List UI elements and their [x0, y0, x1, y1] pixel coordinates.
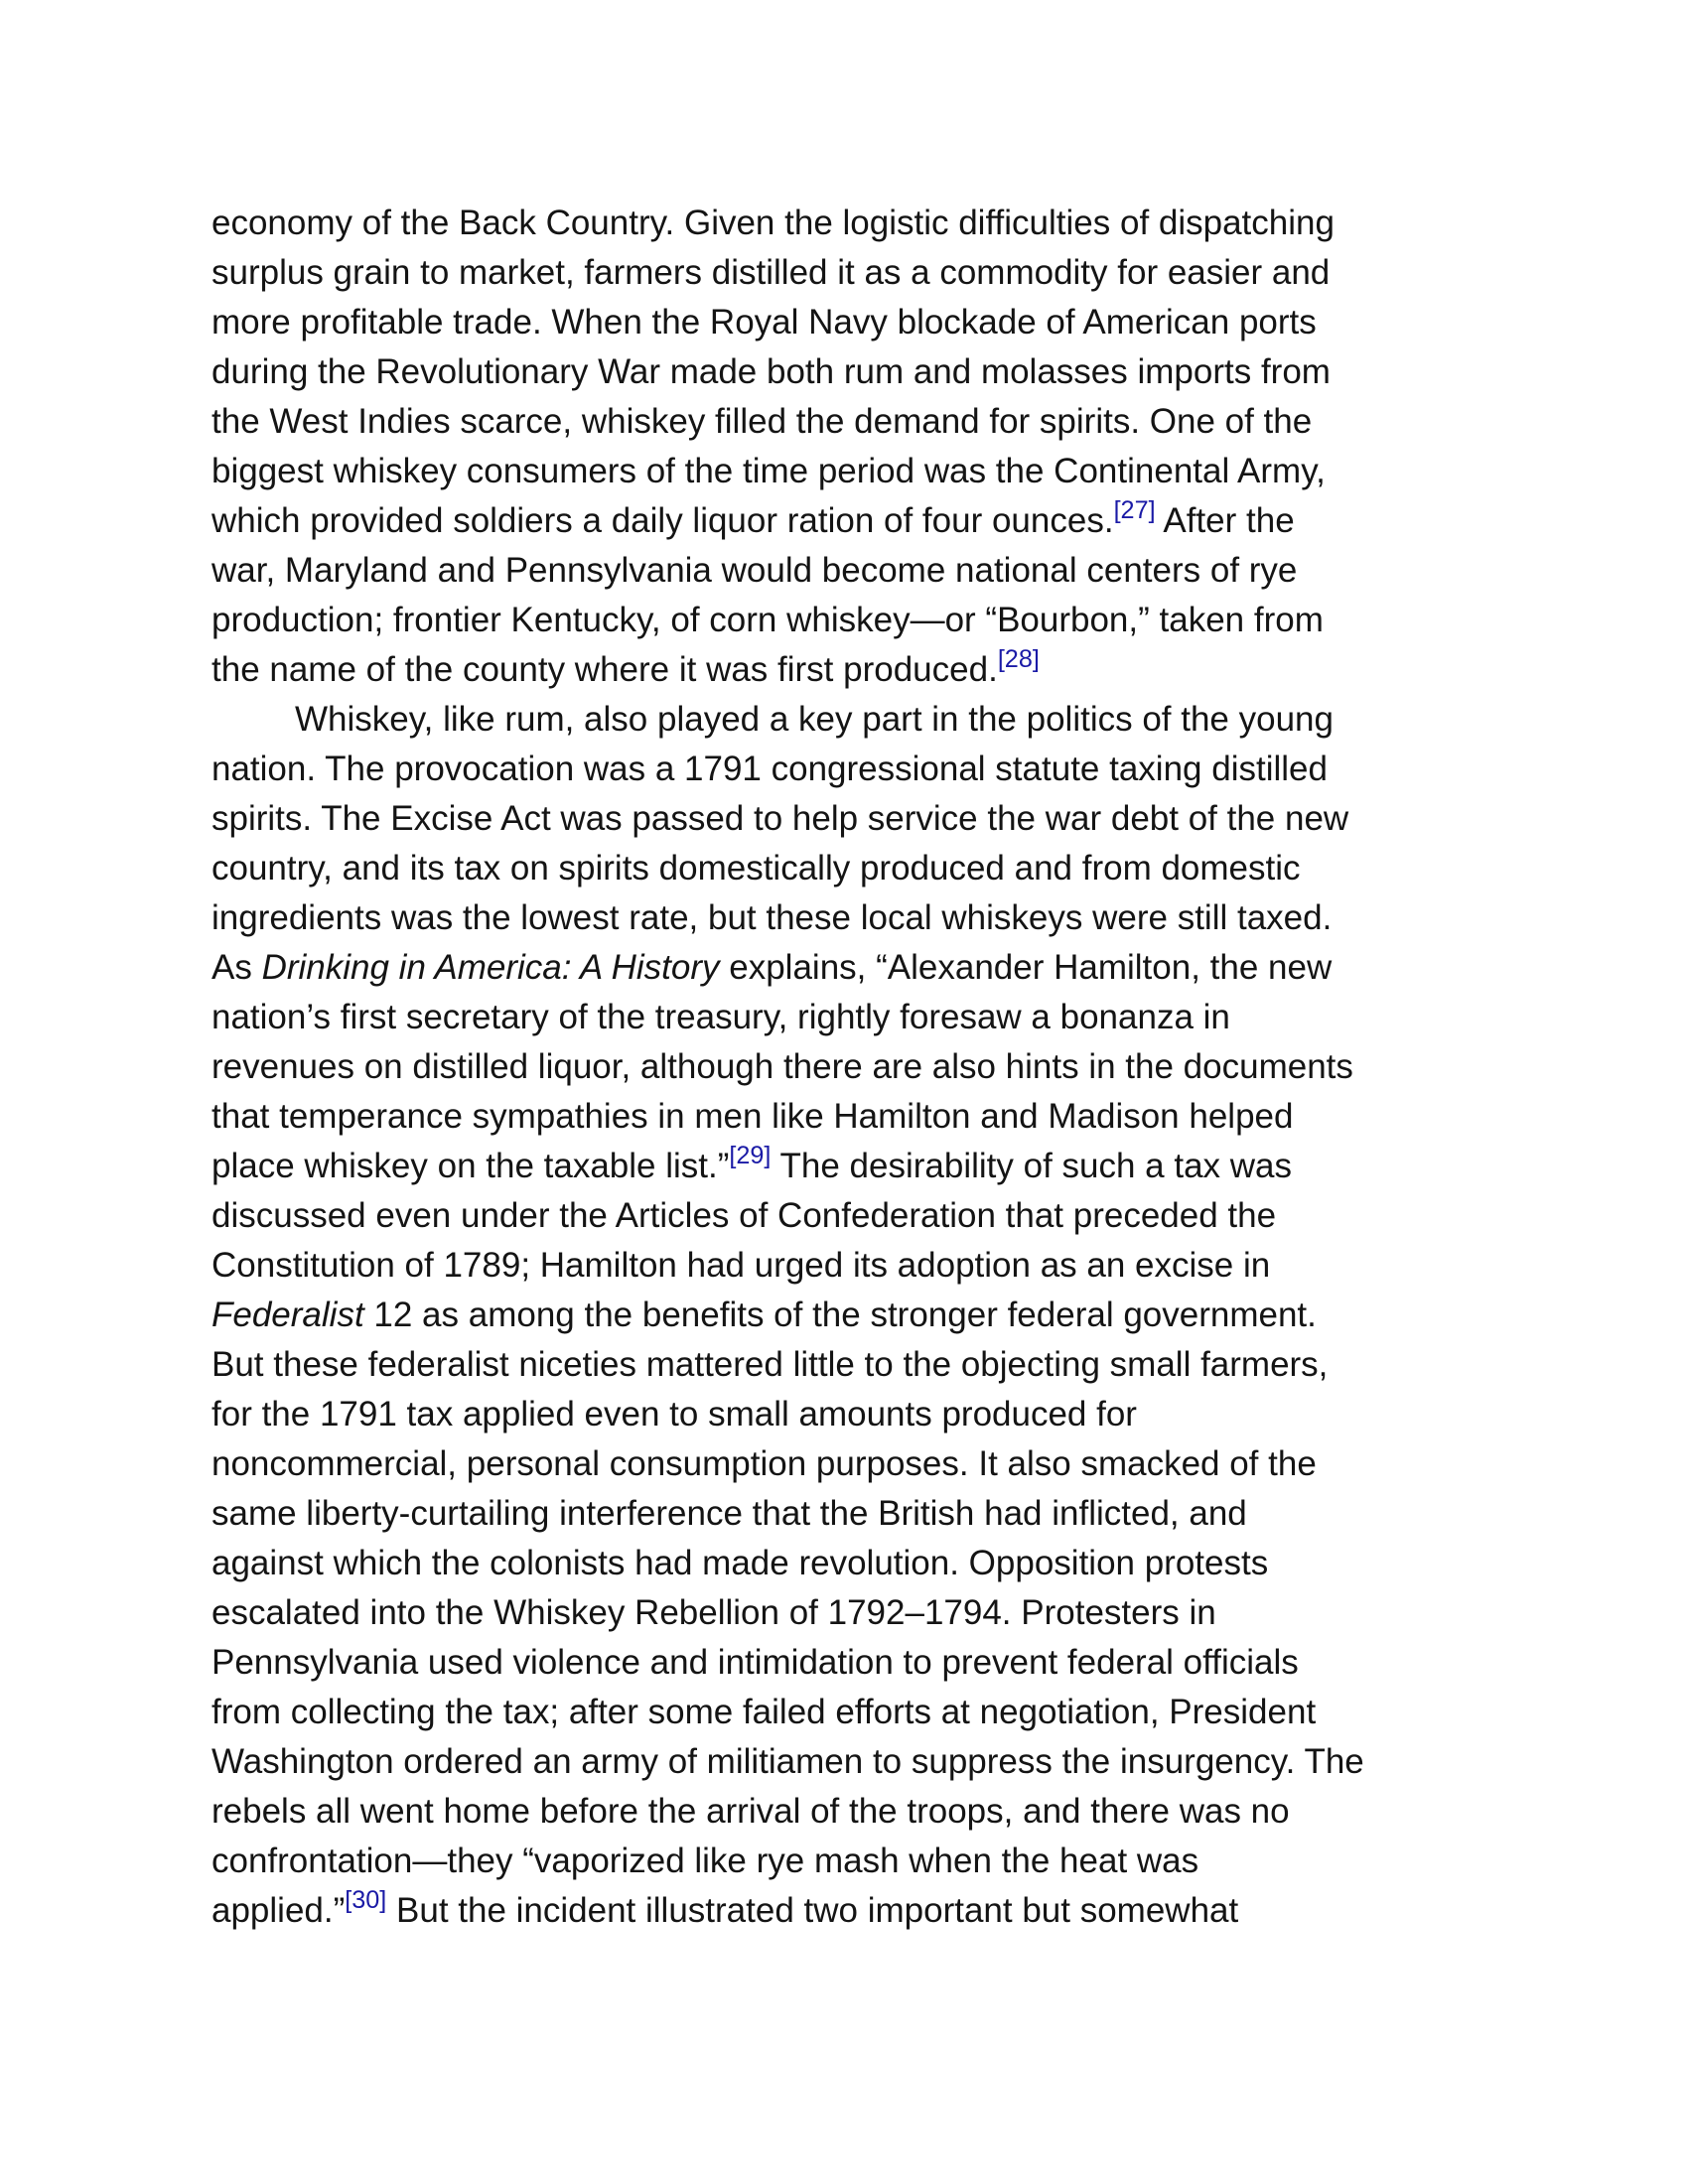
footnote-link-29[interactable]: [29]	[729, 1142, 772, 1170]
text-line: nation’s first secretary of the treasury, rightly foresaw a bonanza in	[211, 998, 1230, 1036]
text-line: nation. The provocation was a 1791 congressional statute taxing distilled	[211, 750, 1328, 788]
body-text	[211, 199, 1502, 1936]
text-segment: As	[211, 948, 262, 987]
text-segment: 12 as among the benefits of the stronger federal government.	[363, 1296, 1317, 1334]
text-line: spirits. The Excise Act was passed to help service the war debt of the new	[211, 799, 1349, 838]
text-line: biggest whiskey consumers of the time period was the Continental Army,	[211, 452, 1326, 490]
text-segment: After the	[1155, 501, 1295, 540]
text-line: from collecting the tax; after some failed efforts at negotiation, President	[211, 1693, 1317, 1731]
text-line: for the 1791 tax applied even to small amounts produced for	[211, 1395, 1137, 1433]
text-line: against which the colonists had made revolution. Opposition protests	[211, 1544, 1269, 1582]
text-line: revenues on distilled liquor, although there are also hints in the documents	[211, 1047, 1353, 1086]
text-line	[211, 1886, 1502, 1936]
footnote-link-27[interactable]: [27]	[1113, 496, 1156, 525]
paragraph-1	[211, 199, 1502, 695]
text-line: same liberty-curtailing interference that the British had inflicted, and	[211, 1494, 1247, 1533]
book-title: Drinking in America: A History	[261, 948, 720, 987]
text-line: Washington ordered an army of militiamen to suppress the insurgency. The	[211, 1742, 1364, 1781]
text-line	[211, 1291, 1502, 1340]
text-line: more profitable trade. When the Royal Navy blockade of American ports	[211, 303, 1317, 341]
text-line: production; frontier Kentucky, of corn whiskey—or “Bourbon,” taken from	[211, 601, 1324, 639]
text-line: country, and its tax on spirits domestically produced and from domestic	[211, 849, 1301, 887]
paragraph-2	[211, 695, 1502, 1936]
text-line: confrontation—they “vaporized like rye mash when the heat was	[211, 1842, 1199, 1880]
text-segment: the name of the county where it was first produced.	[211, 650, 998, 689]
text-segment: But the incident illustrated two important but somewhat	[386, 1891, 1239, 1930]
text-line: noncommercial, personal consumption purposes. It also smacked of the	[211, 1444, 1317, 1483]
text-line	[211, 645, 1502, 695]
text-segment: which provided soldiers a daily liquor ration of four ounces.	[211, 501, 1114, 540]
text-segment: The desirability of such a tax was	[771, 1147, 1293, 1185]
text-line	[211, 496, 1502, 546]
footnote-link-30[interactable]: [30]	[345, 1886, 387, 1915]
text-line: Whiskey, like rum, also played a key part in the politics of the young	[295, 700, 1334, 739]
text-line: that temperance sympathies in men like Hamilton and Madison helped	[211, 1097, 1294, 1136]
footnote-link-28[interactable]: [28]	[997, 645, 1040, 674]
text-segment: explains, “Alexander Hamilton, the new	[719, 948, 1333, 987]
text-line: But these federalist niceties mattered little to the objecting small farmers,	[211, 1345, 1329, 1384]
text-line	[211, 1142, 1502, 1191]
text-line: economy of the Back Country. Given the logistic difficulties of dispatching	[211, 204, 1335, 242]
text-line: discussed even under the Articles of Confederation that preceded the	[211, 1196, 1277, 1235]
text-line: surplus grain to market, farmers distilled it as a commodity for easier and	[211, 253, 1331, 292]
text-line: the West Indies scarce, whiskey filled the demand for spirits. One of the	[211, 402, 1313, 441]
text-line: Pennsylvania used violence and intimidation to prevent federal officials	[211, 1643, 1299, 1682]
text-line: ingredients was the lowest rate, but these local whiskeys were still taxed.	[211, 898, 1333, 937]
text-line: escalated into the Whiskey Rebellion of 1792–1794. Protesters in	[211, 1593, 1216, 1632]
text-segment: applied.”	[211, 1891, 346, 1930]
text-line: rebels all went home before the arrival of the troops, and there was no	[211, 1792, 1290, 1831]
text-line	[211, 943, 1502, 993]
text-line: war, Maryland and Pennsylvania would become national centers of rye	[211, 551, 1298, 590]
text-line: Constitution of 1789; Hamilton had urged its adoption as an excise in	[211, 1246, 1271, 1285]
text-segment: place whiskey on the taxable list.”	[211, 1147, 730, 1185]
text-line: during the Revolutionary War made both rum and molasses imports from	[211, 352, 1331, 391]
publication-title: Federalist	[211, 1296, 364, 1334]
